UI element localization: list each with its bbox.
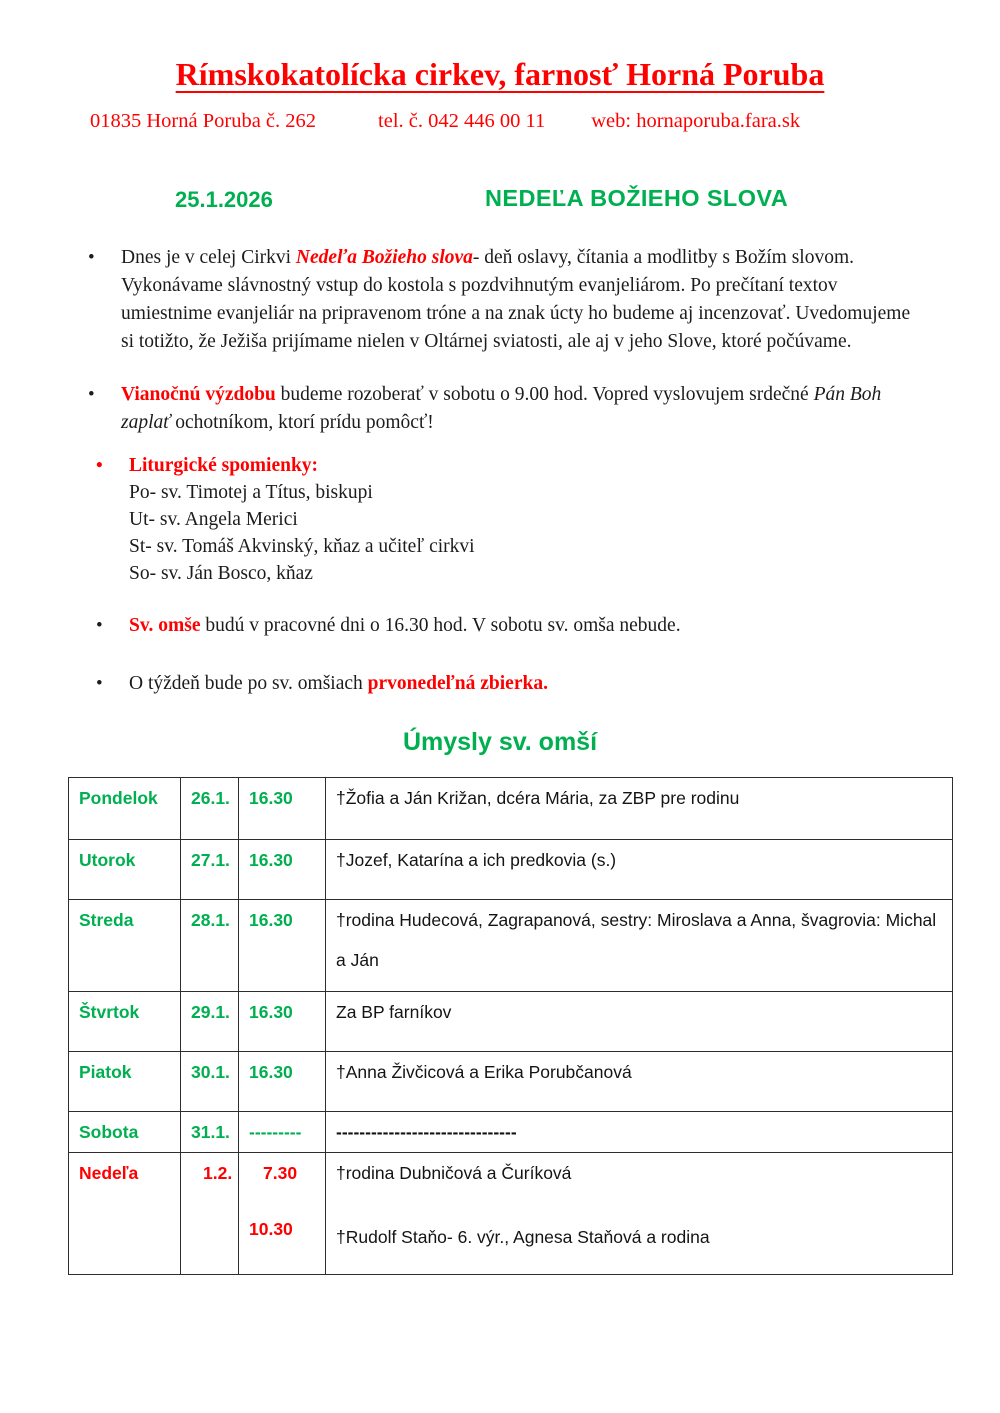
- announcement-italic: Pán Boh zaplať: [121, 384, 882, 433]
- date-cell: 1.2.: [181, 1153, 239, 1275]
- intention-text: †Rudolf Staňo- 6. výr., Agnesa Staňová a rodina: [336, 1227, 710, 1247]
- day-cell: Utorok: [69, 840, 181, 900]
- mass-intentions-table: [68, 777, 953, 1275]
- announcement-highlight: Nedeľa Božieho slova: [295, 247, 473, 268]
- time-cell: 16.30: [239, 1052, 326, 1112]
- date-cell: 31.1.: [181, 1112, 239, 1153]
- parish-title: Rímskokatolícka cirkev, farnosť Horná Poruba: [175, 56, 825, 92]
- date-cell: 29.1.: [181, 992, 239, 1052]
- intention-cell: [326, 992, 953, 1052]
- time-cell: 16.30: [239, 778, 326, 840]
- announcement-text: budú v pracovné dni o 16.30 hod. V sobotu sv. omša nebude.: [200, 615, 681, 636]
- intention-cell: [326, 1052, 953, 1112]
- announcement-liturgical-memorials: [96, 452, 912, 587]
- intention-text: Za BP farníkov: [336, 1002, 452, 1022]
- intention-cell: [326, 1153, 953, 1275]
- date-cell: 28.1.: [181, 900, 239, 992]
- time-cell: [239, 1153, 326, 1275]
- liturgical-item: St- sv. Tomáš Akvinský, kňaz a učiteľ cirkvi: [129, 536, 475, 557]
- time-cell: 16.30: [239, 840, 326, 900]
- intention-text: †Anna Živčicová a Erika Porubčanová: [336, 1062, 632, 1082]
- contact-line: [90, 110, 1000, 133]
- announcement-collection: [96, 670, 912, 698]
- bulletin-date: 25.1.2026: [175, 187, 273, 212]
- announcement-text: budeme rozoberať v sobotu o 9.00 hod. Vopred vyslovujem srdečné: [275, 384, 814, 405]
- announcement-text: ochotníkom, ktorí prídu pomôcť!: [170, 412, 434, 433]
- day-cell: Nedeľa: [69, 1153, 181, 1275]
- table-row: [69, 992, 953, 1052]
- liturgical-item: Ut- sv. Angela Merici: [129, 509, 298, 530]
- announcement-highlight: Sv. omše: [129, 615, 201, 636]
- date-feast-row: [0, 187, 1000, 217]
- table-row: [69, 1112, 953, 1153]
- intention-text: †Jozef, Katarína a ich predkovia (s.): [336, 850, 617, 870]
- announcement-christmas-decor: [88, 381, 912, 437]
- bullet-icon: •: [88, 384, 95, 405]
- table-row: [69, 1052, 953, 1112]
- intention-text: †rodina Dubničová a Čuríková: [336, 1163, 572, 1183]
- time-cell: ---------: [239, 1112, 326, 1153]
- day-cell: Piatok: [69, 1052, 181, 1112]
- parish-phone: tel. č. 042 446 00 11: [378, 110, 546, 132]
- day-cell: Streda: [69, 900, 181, 992]
- announcement-text: O týždeň bude po sv. omšiach: [129, 673, 368, 694]
- announcement-highlight: prvonedeľná zbierka.: [367, 673, 548, 694]
- day-cell: Pondelok: [69, 778, 181, 840]
- intention-cell: [326, 778, 953, 840]
- bullet-icon: •: [96, 615, 103, 636]
- time-slot: 10.30: [249, 1219, 293, 1239]
- table-row: [69, 900, 953, 992]
- date-cell: 27.1.: [181, 840, 239, 900]
- table-row: [69, 840, 953, 900]
- day-cell: Sobota: [69, 1112, 181, 1153]
- table-row: [69, 778, 953, 840]
- announcements: [88, 244, 912, 698]
- day-cell: Štvrtok: [69, 992, 181, 1052]
- liturgical-title: Liturgické spomienky:: [129, 455, 319, 476]
- table-row-sunday: [69, 1153, 953, 1275]
- liturgical-item: So- sv. Ján Bosco, kňaz: [129, 563, 313, 584]
- mass-intentions-heading: Úmysly sv. omší: [402, 728, 598, 756]
- intention-cell: [326, 900, 953, 992]
- date-cell: 26.1.: [181, 778, 239, 840]
- intention-text: †rodina Hudecová, Zagrapanová, sestry: Miroslava a Anna, švagrovia: Michal a Ján: [336, 910, 937, 970]
- intention-text: †Žofia a Ján Križan, dcéra Mária, za ZBP pre rodinu: [336, 788, 740, 808]
- announcement-text: Dnes je v celej Cirkvi: [121, 247, 296, 268]
- intention-text: -------------------------------: [336, 1122, 517, 1142]
- announcement-text: - deň oslavy, čítania a modlitby s Božím slovom. Vykonávame slávnostný vstup do kostola s pozdvihnutým evanjeliárom. Po prečítaní textov umiestnime evanjeliár na pripravenom tróne a na znak úcty ho budeme aj incenzovať. Uvedomujeme si totižto, že Ježiša prijímame nielen v Oltárnej sviatosti, ale aj v jeho Slove, ktoré počúvame.: [121, 247, 911, 352]
- time-slot: 7.30: [263, 1163, 298, 1183]
- announcement-highlight: Vianočnú výzdobu: [121, 384, 276, 405]
- parish-website: web: hornaporuba.fara.sk: [591, 110, 801, 132]
- liturgical-item: Po- sv. Timotej a Títus, biskupi: [129, 482, 373, 503]
- bullet-icon: •: [88, 247, 95, 268]
- bullet-icon: •: [96, 673, 103, 694]
- intention-cell: [326, 840, 953, 900]
- time-cell: 16.30: [239, 900, 326, 992]
- parish-address: 01835 Horná Poruba č. 262: [90, 110, 317, 132]
- feast-heading: NEDEĽA BOŽIEHO SLOVA: [485, 185, 789, 211]
- date-cell: 30.1.: [181, 1052, 239, 1112]
- time-cell: 16.30: [239, 992, 326, 1052]
- announcement-sunday-of-word: [88, 244, 912, 356]
- announcement-weekday-masses: [96, 612, 912, 640]
- intention-cell: [326, 1112, 953, 1153]
- bullet-icon: •: [96, 455, 103, 476]
